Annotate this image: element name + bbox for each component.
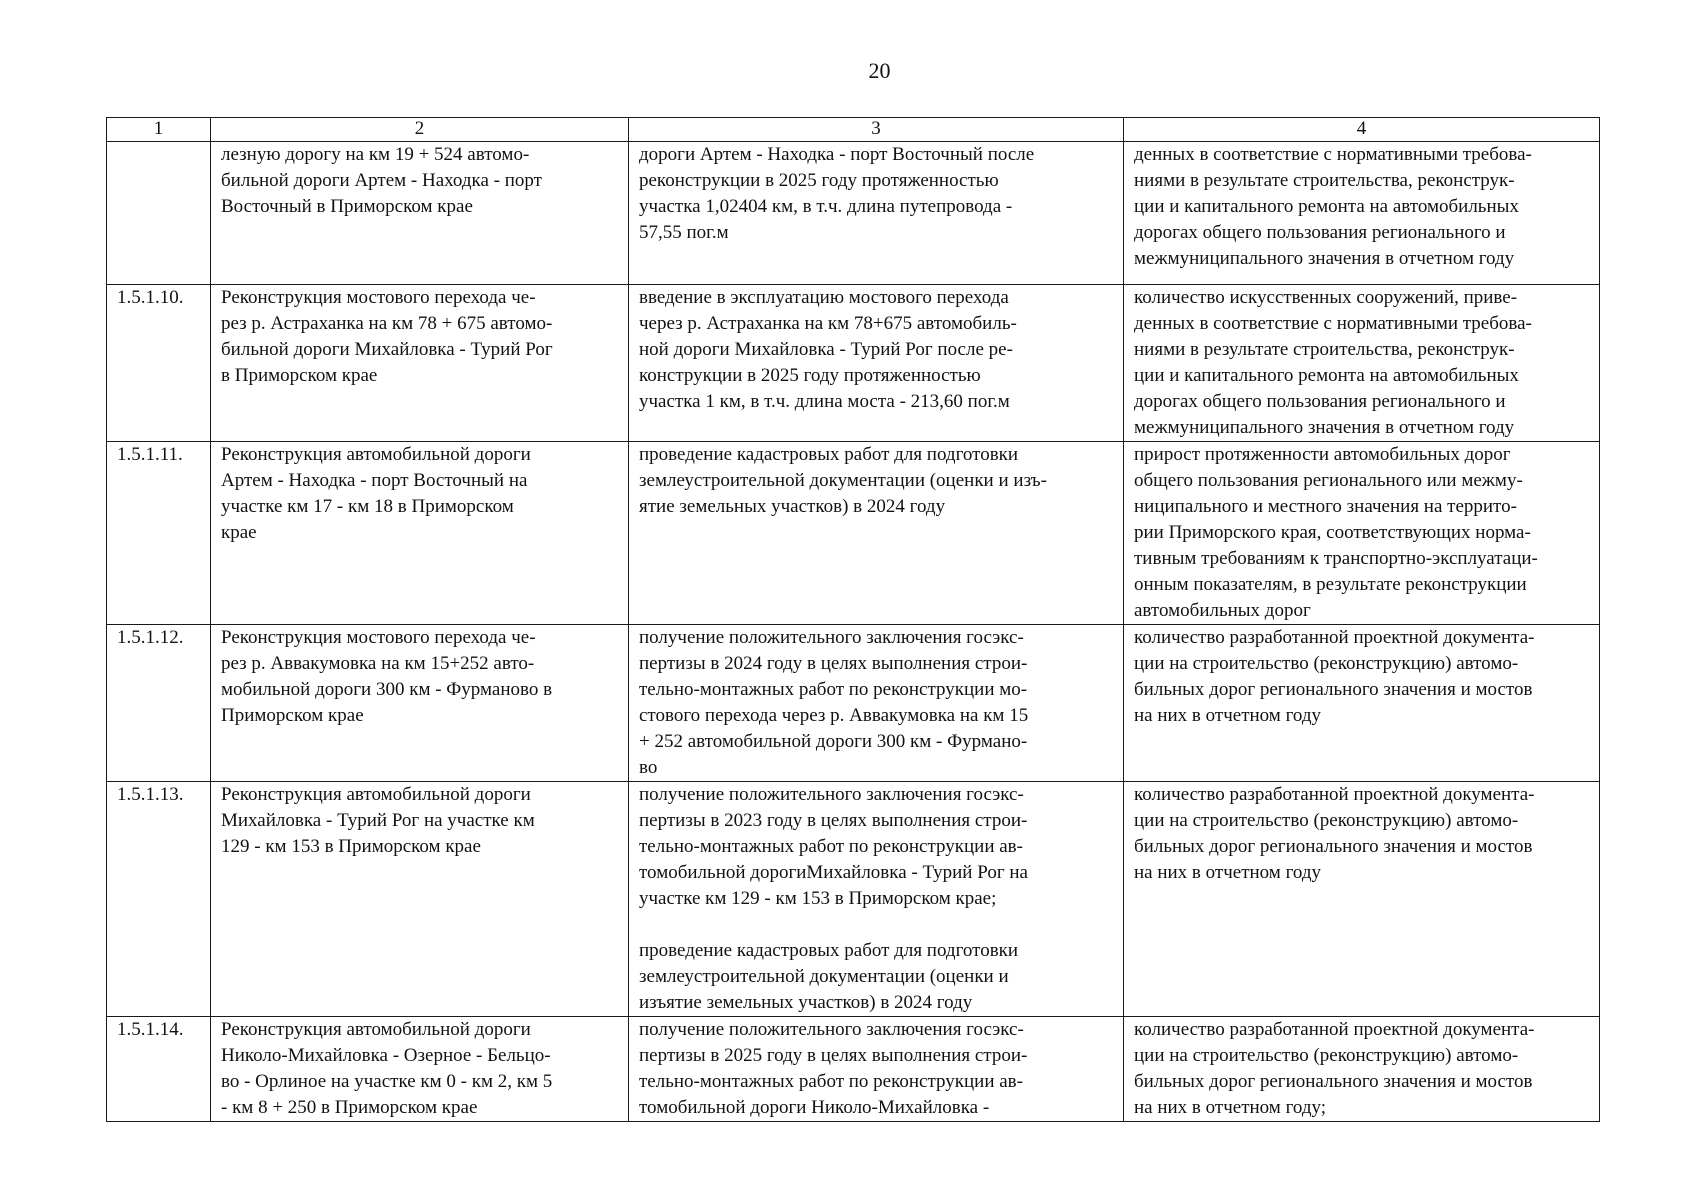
measure-name-cell	[211, 625, 629, 782]
cell-text-line: Реконструкция автомобильной дороги	[221, 1019, 531, 1040]
cell-text-line: рез р. Аввакумовка на км 15+252 авто-	[221, 653, 535, 674]
measure-name-cell	[211, 782, 629, 1017]
cell-text-line: пертизы в 2023 году в целях выполнения строи-	[639, 810, 1028, 831]
indicator-cell	[1124, 442, 1600, 625]
row-number-cell: 1.5.1.14.	[107, 1017, 211, 1122]
cell-text-line: ции на строительство (реконструкцию) автомо-	[1134, 810, 1519, 831]
cell-text-line: крае	[221, 522, 257, 543]
cell-text-line: Реконструкция автомобильной дороги	[221, 444, 531, 465]
cell-text-line: Николо-Михайловка - Озерное - Бельцо-	[221, 1045, 551, 1066]
expected-result-cell	[629, 142, 1124, 285]
cell-text-line: землеустроительной документации (оценки и	[639, 966, 1009, 987]
indicator-cell	[1124, 285, 1600, 442]
cell-text-line: тивным требованиям к транспортно-эксплуатаци-	[1134, 548, 1538, 569]
cell-text-line: общего пользования регионального или межму-	[1134, 470, 1523, 491]
cell-text-line: тельно-монтажных работ по реконструкции ав-	[639, 836, 1023, 857]
cell-text-line: межмуниципального значения в отчетном году	[1134, 417, 1515, 438]
cell-text-line: денных в соответствие с нормативными требова-	[1134, 144, 1532, 165]
cell-text-line: участка 1 км, в т.ч. длина моста - 213,60 пог.м	[639, 391, 1010, 412]
cell-text-line: количество разработанной проектной документа-	[1134, 627, 1535, 648]
cell-text-line: бильных дорог регионального значения и мостов	[1134, 836, 1533, 857]
cell-text-line: на них в отчетном году;	[1134, 1097, 1327, 1118]
cell-text-line: реконструкции в 2025 году протяженностью	[639, 170, 999, 191]
cell-text-line: Восточный в Приморском крае	[221, 196, 473, 217]
table-row	[107, 442, 1600, 625]
program-measures-table	[106, 117, 1600, 1122]
column-header-4: 4	[1124, 118, 1600, 142]
expected-result-cell	[629, 285, 1124, 442]
cell-text-line: мобильной дороги 300 км - Фурманово в	[221, 679, 553, 700]
cell-text-line: ции на строительство (реконструкцию) автомо-	[1134, 653, 1519, 674]
cell-text-line: ниципального и местного значения на террито-	[1134, 496, 1517, 517]
cell-text-line: пертизы в 2024 году в целях выполнения строи-	[639, 653, 1028, 674]
cell-text-line: пертизы в 2025 году в целях выполнения строи-	[639, 1045, 1028, 1066]
table-body	[107, 142, 1600, 1122]
row-number-cell: 1.5.1.13.	[107, 782, 211, 1017]
table-row	[107, 142, 1600, 285]
cell-text-line: на них в отчетном году	[1134, 862, 1322, 883]
cell-text-line: участке км 17 - км 18 в Приморском	[221, 496, 514, 517]
cell-text-line: ниями в результате строительства, реконструк-	[1134, 170, 1515, 191]
cell-text-line: бильной дороги Михайловка - Турий Рог	[221, 339, 553, 360]
cell-text-line: на них в отчетном году	[1134, 705, 1322, 726]
cell-text-line: прирост протяженности автомобильных дорог	[1134, 444, 1511, 465]
cell-text-line: проведение кадастровых работ для подготовки	[639, 940, 1019, 961]
table-row	[107, 285, 1600, 442]
row-number-cell: 1.5.1.11.	[107, 442, 211, 625]
cell-text-line: количество искусственных сооружений, приве-	[1134, 287, 1518, 308]
cell-text-line: бильных дорог регионального значения и мостов	[1134, 1071, 1533, 1092]
expected-result-cell	[629, 625, 1124, 782]
cell-text-line: во - Орлиное на участке км 0 - км 2, км 5	[221, 1071, 553, 1092]
cell-text-line: тельно-монтажных работ по реконструкции ав-	[639, 1071, 1023, 1092]
cell-text-line: ной дороги Михайловка - Турий Рог после ре-	[639, 339, 1013, 360]
cell-text-line: ции и капитального ремонта на автомобильных	[1134, 365, 1519, 386]
page-number: 20	[868, 58, 891, 83]
column-header-3: 3	[629, 118, 1124, 142]
cell-text-line: Михайловка - Турий Рог на участке км	[221, 810, 535, 831]
cell-text-line: участке км 129 - км 153 в Приморском крае;	[639, 888, 997, 909]
expected-result-cell	[629, 1017, 1124, 1122]
cell-text-line: количество разработанной проектной документа-	[1134, 1019, 1535, 1040]
expected-result-cell	[629, 442, 1124, 625]
cell-text-line: + 252 автомобильной дороги 300 км - Фурмано-	[639, 731, 1028, 752]
row-number-cell: 1.5.1.10.	[107, 285, 211, 442]
cell-text-line: в Приморском крае	[221, 365, 378, 386]
cell-text-line: - км 8 + 250 в Приморском крае	[221, 1097, 478, 1118]
cell-text-line: томобильной дорогиМихайловка - Турий Рог на	[639, 862, 1028, 883]
row-number-cell	[107, 142, 211, 285]
cell-text-line: ции и капитального ремонта на автомобильных	[1134, 196, 1519, 217]
cell-text-line: бильной дороги Артем - Находка - порт	[221, 170, 542, 191]
cell-text-line: во	[639, 757, 658, 778]
cell-text-line: конструкции в 2025 году протяженностью	[639, 365, 981, 386]
row-number-cell: 1.5.1.12.	[107, 625, 211, 782]
cell-text-line: количество разработанной проектной документа-	[1134, 784, 1535, 805]
cell-text-line: томобильной дороги Николо-Михайловка -	[639, 1097, 990, 1118]
cell-text-line: получение положительного заключения госэкс-	[639, 1019, 1024, 1040]
cell-text-line: землеустроительной документации (оценки и изъ-	[639, 470, 1047, 491]
cell-text-line: автомобильных дорог	[1134, 600, 1311, 621]
cell-text-line: Реконструкция автомобильной дороги	[221, 784, 531, 805]
measure-name-cell	[211, 142, 629, 285]
table-row	[107, 782, 1600, 1017]
table-row	[107, 1017, 1600, 1122]
cell-text-line: 57,55 пог.м	[639, 222, 729, 243]
cell-text-line: рез р. Астраханка на км 78 + 675 автомо-	[221, 313, 553, 334]
measure-name-cell	[211, 442, 629, 625]
cell-text-line: бильных дорог регионального значения и мостов	[1134, 679, 1533, 700]
cell-text-line: Реконструкция мостового перехода че-	[221, 287, 536, 308]
cell-text-line: участка 1,02404 км, в т.ч. длина путепровода -	[639, 196, 1013, 217]
cell-text-line: получение положительного заключения госэкс-	[639, 784, 1024, 805]
indicator-cell	[1124, 1017, 1600, 1122]
column-header-1: 1	[107, 118, 211, 142]
cell-text-line: ниями в результате строительства, реконструк-	[1134, 339, 1515, 360]
cell-text-line: ятие земельных участков) в 2024 году	[639, 496, 946, 517]
expected-result-cell	[629, 782, 1124, 1017]
indicator-cell	[1124, 142, 1600, 285]
cell-text-line: рии Приморского края, соответствующих норма-	[1134, 522, 1531, 543]
cell-text-line: изъятие земельных участков) в 2024 году	[639, 992, 973, 1013]
cell-text-line: Реконструкция мостового перехода че-	[221, 627, 536, 648]
cell-text-line: лезную дорогу на км 19 + 524 автомо-	[221, 144, 530, 165]
cell-text-line: проведение кадастровых работ для подготовки	[639, 444, 1019, 465]
cell-text-line: денных в соответствие с нормативными требова-	[1134, 313, 1532, 334]
paragraph-gap	[639, 912, 1115, 938]
measure-name-cell	[211, 1017, 629, 1122]
cell-text-line: дорогах общего пользования регионального и	[1134, 222, 1506, 243]
measure-name-cell	[211, 285, 629, 442]
cell-text-line: ции на строительство (реконструкцию) автомо-	[1134, 1045, 1519, 1066]
indicator-cell	[1124, 782, 1600, 1017]
indicator-cell	[1124, 625, 1600, 782]
cell-text-line: 129 - км 153 в Приморском крае	[221, 836, 481, 857]
cell-text-line: Артем - Находка - порт Восточный на	[221, 470, 528, 491]
cell-text-line: стового перехода через р. Аввакумовка на км 15	[639, 705, 1029, 726]
table-row	[107, 625, 1600, 782]
cell-text-line: тельно-монтажных работ по реконструкции мо-	[639, 679, 1028, 700]
cell-text-line: получение положительного заключения госэкс-	[639, 627, 1024, 648]
table-header-row	[107, 118, 1600, 142]
cell-text-line: введение в эксплуатацию мостового перехода	[639, 287, 1009, 308]
column-header-2: 2	[211, 118, 629, 142]
cell-text-line: Приморском крае	[221, 705, 364, 726]
cell-text-line: межмуниципального значения в отчетном году	[1134, 248, 1515, 269]
cell-text-line: дороги Артем - Находка - порт Восточный после	[639, 144, 1035, 165]
cell-text-line: онным показателям, в результате реконструкции	[1134, 574, 1527, 595]
cell-text-line: через р. Астраханка на км 78+675 автомобиль-	[639, 313, 1017, 334]
cell-text-line: дорогах общего пользования регионального и	[1134, 391, 1506, 412]
